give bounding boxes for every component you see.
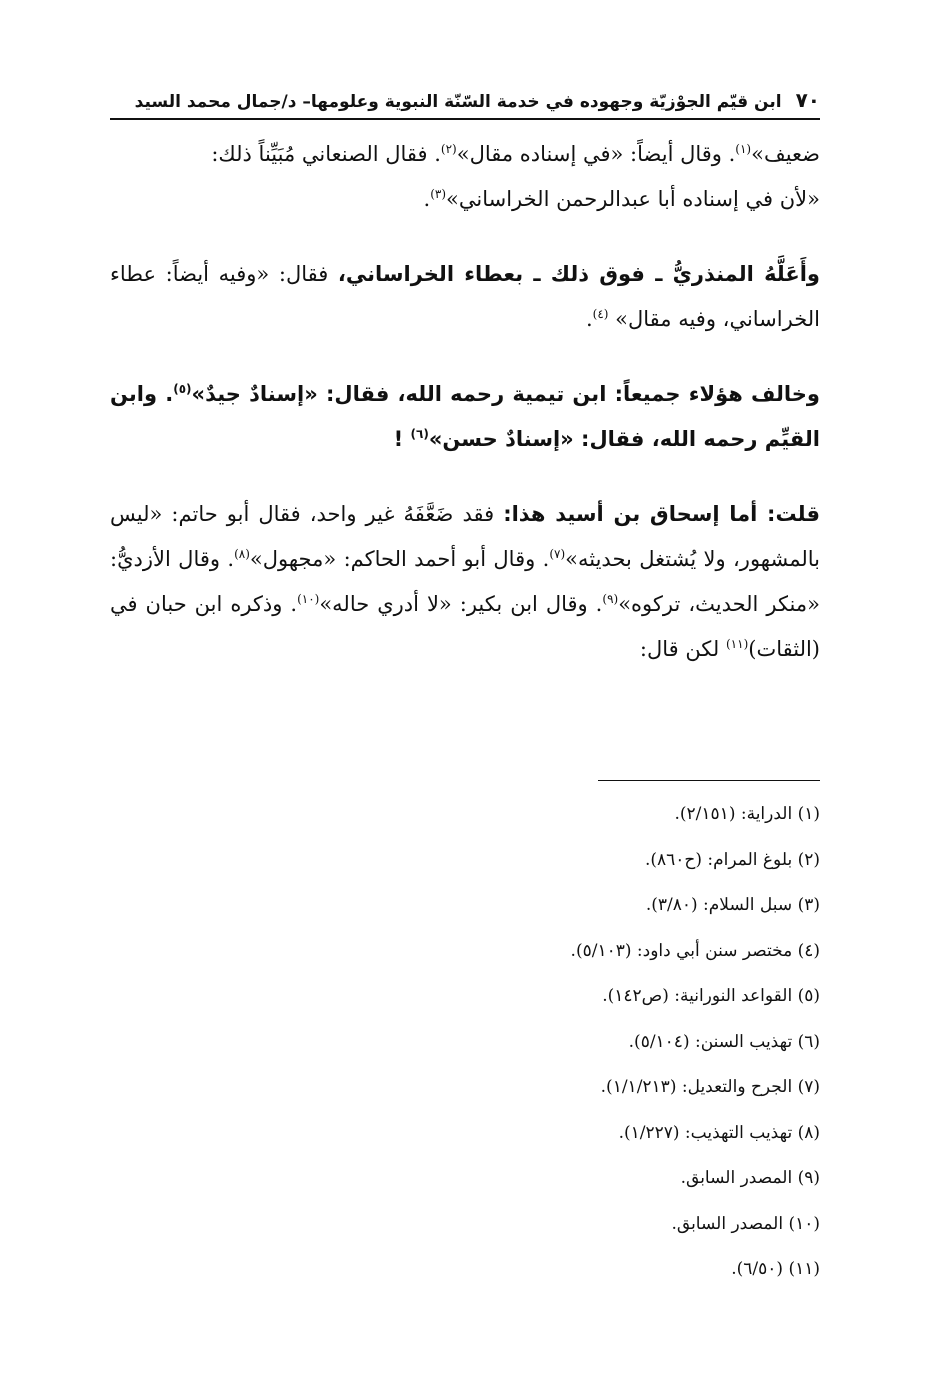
text-run: . وقال ابن بكير: «لا أدري حاله» [319,592,603,616]
footnote-10: (١٠) المصدر السابق. [671,1213,820,1234]
paragraph-1 [110,132,820,222]
page [110,88,820,1308]
footnote-ref-3: (٣) [430,187,447,201]
footnote-6: (٦) تهذيب السنن: (٥/١٠٤). [628,1031,820,1052]
footnote-9: (٩) المصدر السابق. [680,1168,820,1188]
footnotes [110,792,820,1293]
footnote-ref-4: (٤) [592,307,609,321]
text-run: . وقال أبو أحمد الحاكم: «مجهول» [249,547,550,571]
footnote-ref-1: (١) [735,142,752,156]
footnote-4: (٤) مختصر سنن أبي داود: (٥/١٠٣). [570,940,820,961]
bold-lead: قلت: أما إسحاق بن أسيد هذا: [503,502,821,526]
footnote-8: (٨) تهذيب التهذيب: (١/٢٢٧). [618,1122,820,1143]
text-run: لكن قال: [639,637,726,661]
footnote-ref-6: (٦) [410,427,429,441]
footnote-7: (٧) الجرح والتعديل: (١/١/٢١٣). [600,1077,820,1097]
paragraph-1-line-1 [110,132,820,177]
text-run: . وقال الأزديُّ: «منكر الحديث، تركوه» [110,547,820,616]
text-run: «لأن في إسناده أبا عبدالرحمن الخراساني» [446,187,820,211]
paragraph-1-line-2 [110,177,820,222]
running-header [110,88,820,120]
text-run: وخالف هؤلاء جميعاً: ابن تيمية رحمه الله، فقال: «إسنادٌ جيدٌ» [191,382,820,406]
text-run: . وقال أيضاً: «في إسناده مقال» [456,142,736,166]
paragraph-3 [110,372,820,462]
footnote-11: (١١) (٦/٥٠). [731,1259,820,1279]
text-run: . فقال الصنعاني مُبَيِّناً ذلك: [211,142,441,166]
text-run: . [585,307,593,331]
paragraph-4 [110,492,820,672]
footnote-1: (١) الدراية: (٢/١٥١). [674,804,820,824]
text-run: فقد ضَعَّفَهُ غير واحد، فقال أبو حاتم: «ليس بالمشهور، ولا يُشتغل بحديثه» [110,502,820,571]
footnote-ref-10: (١٠) [297,592,320,606]
text-run: فقال: «وفيه أيضاً: عطاء الخراساني، وفيه مقال» [110,262,820,331]
footnote-ref-8: (٨) [234,547,250,561]
footnote-ref-5: (٥) [173,382,192,396]
text-run: ضعيف» [751,142,820,166]
header-title: ابن قيّم الجوْزيّة وجهوده في خدمة السّنّة النبوية وعلومها– د/جمال محمد السيد [134,92,782,112]
footnote-separator [598,780,820,781]
footnote-ref-9: (٩) [602,592,619,606]
footnote-ref-11: (١١) [725,637,749,651]
footnote-5: (٥) القواعد النورانية: (ص١٤٢). [602,986,820,1006]
paragraph-2 [110,252,820,342]
text-run: . [423,187,431,211]
text-run: . وابن القيِّم رحمه الله، فقال: «إسنادٌ حسن» [110,382,820,451]
footnote-2: (٢) بلوغ المرام: (ح٨٦٠). [644,849,820,870]
bold-lead: وأَعَلَّهُ المنذريُّ ـ فوق ذلك ـ بعطاء الخراساني، [337,262,820,286]
text-run: ! [393,427,411,451]
footnote-3: (٣) سبل السلام: (٣/٨٠). [645,895,820,915]
main-text [110,132,820,672]
page-number: ٧٠ [795,88,820,112]
footnote-ref-7: (٧) [549,547,566,561]
text-run: . وذكره ابن حبان في (الثقات) [110,592,820,661]
footnote-ref-2: (٢) [440,142,457,156]
